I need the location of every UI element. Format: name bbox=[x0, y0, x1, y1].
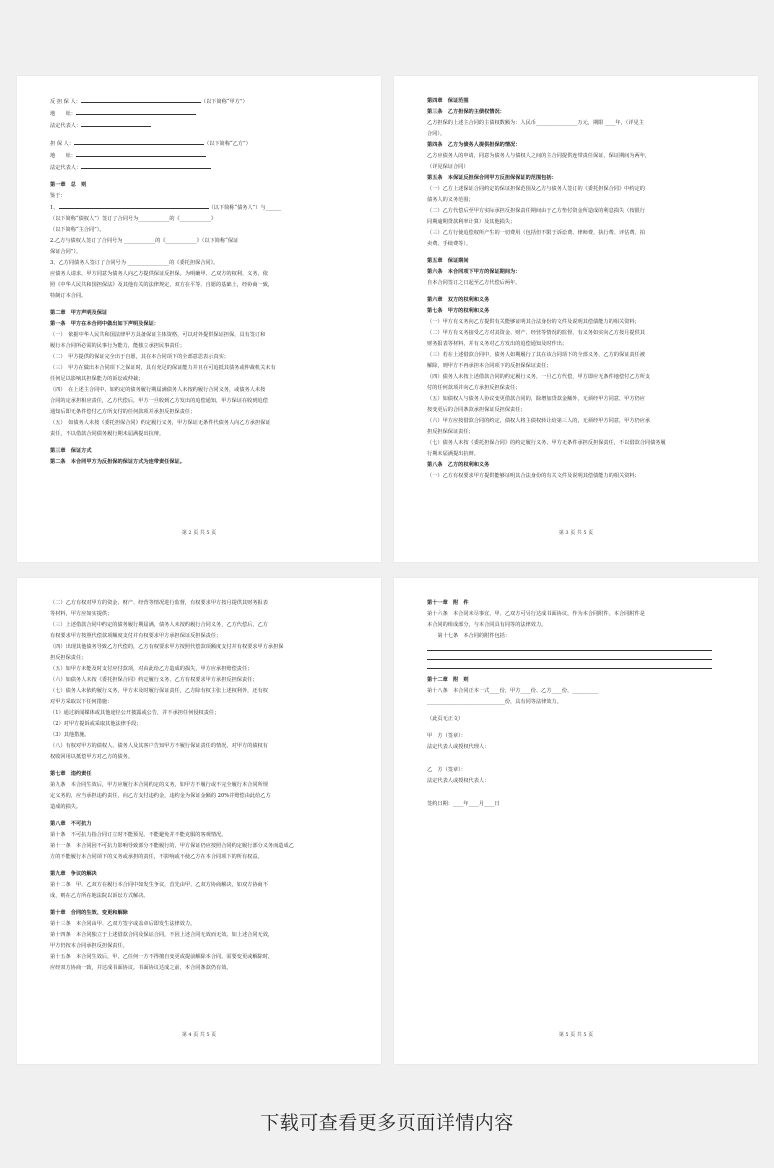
line-suffix-text: （以下简称“甲方”） bbox=[200, 99, 248, 105]
page-content bbox=[427, 90, 732, 482]
text-line bbox=[427, 339, 732, 350]
text-line bbox=[50, 880, 355, 891]
line-text: 第一章 总 则 bbox=[50, 182, 87, 188]
page-content bbox=[427, 592, 732, 810]
text-line bbox=[50, 919, 355, 930]
line-text: 本合同的组成部分，与本合同具有同等的法律效力。 bbox=[427, 622, 547, 628]
text-line bbox=[50, 280, 355, 291]
text-line bbox=[427, 631, 732, 642]
line-text: 第二条 本合同甲方为反担保的保证方式为连带责任保证。 bbox=[50, 459, 185, 465]
line-text: 法定代表人： bbox=[50, 123, 82, 129]
line-text: （以下简称“债权人”）签订了合同号为____________的《____________》 bbox=[50, 216, 217, 222]
line-text: 解除，则甲方不再承担本合同项下的反担保保证责任； bbox=[427, 363, 552, 369]
line-text: （五）如债权人与债务人协议变更借款合同的，除增加贷款金额外，无须经甲方同意，甲方仍应 bbox=[427, 396, 645, 402]
text-line bbox=[50, 653, 355, 664]
line-text: 对甲方采取以下任何措施： bbox=[50, 699, 113, 705]
line-text: （三）乙方行使追偿权所产生的一切费用（包括但不限于诉讼费、律师费、执行费、评估费、拍 bbox=[427, 230, 645, 236]
section-heading bbox=[50, 819, 355, 830]
section-heading bbox=[427, 598, 732, 609]
line-text: 应经双方协商一致，并达成书面协议。书面协议达成之前，本合同条款仍有效。 bbox=[50, 965, 232, 971]
line-text: 第八条 乙方的权利和义务 bbox=[427, 462, 490, 468]
text-line bbox=[50, 191, 355, 202]
line-text: 地 址： bbox=[50, 153, 76, 159]
text-line bbox=[50, 291, 355, 302]
line-text: （二） 甲方提供的保证完全出于自愿，其在本合同项下的全部意思表示真实； bbox=[50, 354, 229, 360]
text-line bbox=[50, 891, 355, 902]
line-text: 第七条 甲方的权利和义务 bbox=[427, 308, 490, 314]
line-text: 行期未届满提出抗辩。 bbox=[427, 451, 479, 457]
text-line bbox=[50, 258, 355, 269]
line-text: 财务报表等材料，并有义务对乙方发出的追偿通知及时作出； bbox=[427, 341, 568, 347]
line-text: （二）甲方有义务接受乙方对其资金、财产、经营等情况的监督，有义务如实向乙方按月提供其 bbox=[427, 330, 645, 336]
line-text: 乙方担保的上述主合同的主债权数额为：人民币________________万元，期限 ____年，（详见主 bbox=[427, 120, 644, 126]
text-line bbox=[427, 372, 732, 383]
line-text: 担 保 人： bbox=[50, 141, 75, 147]
document-page-3 bbox=[394, 76, 758, 562]
text-line bbox=[427, 151, 732, 162]
text-line bbox=[50, 841, 355, 852]
section-heading bbox=[427, 460, 732, 471]
line-text: 法定代表人或授权代表人： bbox=[427, 778, 490, 784]
line-text: （七）债务人未按《委托担保合同》的约定履行义务，甲方无条件承担反担保责任，不以借款合同债务履 bbox=[427, 440, 666, 446]
line-text: （以下简称“主合同”）。 bbox=[50, 227, 105, 233]
text-line bbox=[427, 714, 732, 725]
line-text: （详见保证合同） bbox=[427, 164, 469, 170]
text-line bbox=[427, 765, 732, 776]
line-text: 甲 方（签章）： bbox=[427, 733, 466, 739]
text-line bbox=[50, 930, 355, 941]
line-text: 第三条 乙方担保的主债权情况： bbox=[427, 109, 505, 115]
text-line bbox=[50, 741, 355, 752]
text-line bbox=[427, 317, 732, 328]
line-text: （七）债务人未依约履行义务，甲方未及时履行保证责任，乙方除有权主张上述权利外，还有权 bbox=[50, 688, 268, 694]
document-page-4 bbox=[17, 578, 381, 1064]
line-text: 第四条 乙方为债务人提供担保的情况： bbox=[427, 142, 521, 148]
text-line bbox=[427, 620, 732, 631]
page-content bbox=[50, 90, 355, 468]
line-text: 等材料，甲方应如实提供； bbox=[50, 611, 113, 617]
line-text: （四）债务人未按上述借款合同的约定履行义务，一旦乙方代偿，甲方即应无条件地偿付乙方所支 bbox=[427, 374, 651, 380]
text-line bbox=[50, 363, 355, 374]
text-line bbox=[50, 941, 355, 952]
line-text: 合同）。 bbox=[427, 131, 446, 137]
text-line bbox=[50, 429, 355, 440]
download-caption[interactable]: 下载可查看更多页面详情内容 bbox=[260, 1112, 514, 1134]
line-text: 第十四条 本合同独立于上述借款合同及保证合同，不因上述合同无效而无效。如上述合同无效， bbox=[50, 932, 274, 938]
text-line bbox=[50, 247, 355, 258]
line-text: （五） 如债务人未按《委托担保合同》约定履行义务，甲方保证无条件代债务人向乙方承担保证 bbox=[50, 420, 271, 426]
line-text: 第三章 保证方式 bbox=[50, 448, 92, 454]
line-text: 第十二条 甲、乙双方在履行本合同中如发生争议，首先由甲、乙双方协商解决，如双方协商不 bbox=[50, 882, 268, 888]
line-text: 第一条 甲方在本合同中做出如下声明及保证： bbox=[50, 321, 159, 327]
line-text: 3、乙方同债务人签订了合同号为 ________________的《委托担保合同》。 bbox=[50, 260, 219, 266]
text-line bbox=[427, 449, 732, 460]
section-heading bbox=[427, 295, 732, 306]
text-line bbox=[50, 418, 355, 429]
section-heading bbox=[50, 308, 355, 319]
line-text: （三）若在上述借款合同中，债务人如期履行了其在该合同项下的全部义务，乙方的保证责任被 bbox=[427, 352, 645, 358]
section-heading bbox=[427, 96, 732, 107]
section-heading bbox=[50, 319, 355, 330]
text-line bbox=[50, 719, 355, 730]
text-line bbox=[427, 184, 732, 195]
line-text: 责任，不以借款合同债务履行期未届满提出抗辩。 bbox=[50, 431, 165, 437]
text-line bbox=[50, 269, 355, 280]
line-text: 卖费、手续费等）。 bbox=[427, 241, 472, 247]
line-text: 担反担保责任； bbox=[50, 655, 87, 661]
line-text: 第九条 本合同生效后，甲方应履行本合同约定的义务，如甲方不履行或不完全履行本合同所规 bbox=[50, 782, 268, 788]
section-heading bbox=[50, 908, 355, 919]
line-text: 第十条 不可抗力指合同订立时不能预见、不能避免并不能克服的客观情况。 bbox=[50, 832, 227, 838]
text-line bbox=[50, 138, 355, 150]
text-line bbox=[427, 195, 732, 206]
line-text: 1、 bbox=[50, 205, 59, 211]
line-text: 第十六条 本合同未尽事宜，甲、乙双方可另行达成书面协议，作为本合同附件。本合同附件是 bbox=[427, 611, 645, 617]
line-text: （二）乙方有权对甲方的资金、财产、经营等情况进行监督，有权要求甲方按月提供其财务报表 bbox=[50, 600, 268, 606]
text-line bbox=[427, 686, 732, 697]
text-line bbox=[50, 598, 355, 609]
page-footer: 第 3 页 共 5 页 bbox=[558, 530, 594, 536]
text-line bbox=[427, 118, 732, 129]
text-line bbox=[50, 202, 355, 214]
section-heading bbox=[50, 457, 355, 468]
line-text: （一） 依据中华人民共和国法律甲方具备保证主体资格，可以对外提供保证担保，具有签订和 bbox=[50, 332, 266, 338]
fill-in-blank bbox=[76, 150, 206, 157]
text-line bbox=[427, 731, 732, 742]
line-text: 地 址： bbox=[50, 111, 76, 117]
text-line bbox=[427, 438, 732, 449]
text-line bbox=[427, 328, 732, 339]
line-text: 任何足以影响其担保能力的诉讼或仲裁； bbox=[50, 376, 144, 382]
line-text: 方的不能履行本合同项下的义务或承担的责任，不影响或不使乙方在本合同项下的所有权益。 bbox=[50, 854, 263, 860]
text-line bbox=[50, 631, 355, 642]
text-line bbox=[50, 120, 355, 132]
text-line bbox=[50, 952, 355, 963]
line-text: （四） 在上述主合同中，如约定的债务履行期届满债务人未按约履行合同义务，或债务人未按 bbox=[50, 387, 266, 393]
page-content bbox=[50, 592, 355, 974]
line-text: 特制订本合同。 bbox=[50, 293, 87, 299]
line-text: 法定代表人或授权代理人： bbox=[427, 744, 490, 750]
line-text: 第十七条 本合同的附件包括： bbox=[427, 633, 511, 639]
line-text: ______________________________份，具有同等法律效力。 bbox=[427, 699, 562, 705]
line-text: 第十五条 本合同生效后，甲、乙任何一方不得擅自变更或提前解除本合同。需要变更或解除时， bbox=[50, 954, 274, 960]
text-line bbox=[427, 129, 732, 140]
line-text: （2）对甲方提诉或采取其他法律手段； bbox=[50, 721, 142, 727]
text-line bbox=[427, 239, 732, 250]
line-text: 第七章 违约责任 bbox=[50, 771, 92, 777]
line-text: （二）乙方代偿后至甲方实际承担反担保责任期间由于乙方垫付资金所造成的利息损失（按银行 bbox=[427, 208, 645, 214]
line-text: 第九章 争议的解决 bbox=[50, 871, 97, 877]
text-line bbox=[50, 697, 355, 708]
document-page-2 bbox=[17, 76, 381, 562]
line-text: 第六条 本合同项下甲方的保证期间为： bbox=[427, 269, 521, 275]
text-line bbox=[50, 236, 355, 247]
text-line bbox=[427, 776, 732, 787]
line-text: 权收回用以抵偿甲方对乙方的债务。 bbox=[50, 754, 134, 760]
fill-in-blank bbox=[74, 138, 204, 145]
section-heading bbox=[50, 869, 355, 880]
line-text: 合同的定承担相应责任，乙方代偿后，甲方一旦收到乙方发出的追偿通知，甲方保证在收到追偿 bbox=[50, 398, 268, 404]
text-line bbox=[427, 471, 732, 482]
page-footer: 第 5 页 共 5 页 bbox=[558, 1032, 594, 1038]
text-line bbox=[427, 609, 732, 620]
line-text: （三） 甲方在做出本合同项下之保证时，具有充足的保证能力并且在可追抵其债务或仲裁机关未有 bbox=[50, 365, 276, 371]
line-text: 有权要求甲方按照代偿款项额度支付并有权要求甲方承担保证反担保责任； bbox=[50, 633, 222, 639]
section-heading bbox=[427, 107, 732, 118]
text-line bbox=[50, 852, 355, 863]
text-line bbox=[50, 675, 355, 686]
line-text: （此页无正文） bbox=[427, 716, 464, 722]
line-text: 成，则在乙方所在地法院以诉讼方式解决。 bbox=[50, 893, 149, 899]
line-text: （一）乙方有权要求甲方提供能够证明其合法身份的有关文件及说明其偿债能力的相关资料； bbox=[427, 473, 640, 479]
section-heading bbox=[427, 256, 732, 267]
line-text: 第二章 甲方声明及保证 bbox=[50, 310, 108, 316]
line-text: 反 担 保 人： bbox=[50, 99, 81, 105]
line-text: 第十一条 本合同因不可抗力影响导致部分不能履行的，甲方保证仍应按照合同约定履行部分义务而造成乙 bbox=[50, 843, 294, 849]
section-heading bbox=[50, 180, 355, 191]
fill-in-blank bbox=[59, 202, 209, 209]
text-line bbox=[427, 350, 732, 361]
line-text: 担反担保保证责任； bbox=[427, 429, 474, 435]
text-line bbox=[427, 697, 732, 708]
line-text: 应债务人请求，甲方同意为债务人向乙方提供保证反担保。为明确甲、乙双方的权利、义务，依 bbox=[50, 271, 268, 277]
line-text: （三）上述借款合同中约定的债务履行期届满，债务人未按约履行合同义务，乙方代偿后，乙方 bbox=[50, 622, 268, 628]
fill-in-blank bbox=[81, 96, 201, 103]
text-line bbox=[50, 664, 355, 675]
line-text: 乙 方（签章）： bbox=[427, 767, 466, 773]
line-suffix-text: （以下简称“乙方”） bbox=[204, 141, 251, 147]
text-line bbox=[427, 361, 732, 372]
line-text: 第五条 本保证反担保合同甲方反担保保证的范围包括： bbox=[427, 175, 557, 181]
section-heading bbox=[427, 140, 732, 151]
line-text: （1）通过新闻媒体或其他途径公开披露或公告，并不承担任何侵权责任； bbox=[50, 710, 220, 716]
line-text: 第十三条 本合同由甲、乙双方签字或盖章后即发生法律效力。 bbox=[50, 921, 196, 927]
line-text: 法定代表人： bbox=[50, 165, 82, 171]
line-text: 第四章 保证范围 bbox=[427, 98, 469, 104]
line-text: 签约日期：____年____月____日 bbox=[427, 801, 500, 807]
section-heading bbox=[50, 446, 355, 457]
line-text: 债务人的义务范围； bbox=[427, 197, 474, 203]
text-line bbox=[50, 225, 355, 236]
line-suffix-text: （以下简称“债务人”）与______ bbox=[208, 205, 282, 211]
text-line bbox=[427, 394, 732, 405]
text-line bbox=[50, 830, 355, 841]
section-heading bbox=[427, 173, 732, 184]
text-line bbox=[50, 396, 355, 407]
line-text: 付的任何款项并向乙方承担反担保责任； bbox=[427, 385, 521, 391]
text-line bbox=[50, 609, 355, 620]
text-line bbox=[50, 620, 355, 631]
line-text: （一）乙方上述保证合同约定的保证担保范围及乙方与债务人签订的《委托担保合同》中约定的 bbox=[427, 186, 645, 192]
line-text: （六）如债务人未按《委托担保合同》约定履行义务，乙方有权要求甲方承担反担保责任； bbox=[50, 677, 258, 683]
text-line bbox=[50, 162, 355, 174]
line-text: （六）甲方应按借款合同的约定，债权人将主债权转让给第三人的，无须经甲方同意，甲方仍应承 bbox=[427, 418, 651, 424]
section-heading bbox=[50, 769, 355, 780]
line-text: （3）其他措施。 bbox=[50, 732, 90, 738]
text-line bbox=[50, 708, 355, 719]
text-line bbox=[50, 352, 355, 363]
text-line bbox=[50, 150, 355, 162]
text-line bbox=[427, 206, 732, 217]
text-line bbox=[50, 330, 355, 341]
text-line bbox=[427, 383, 732, 394]
text-line bbox=[50, 96, 355, 108]
text-line bbox=[427, 217, 732, 228]
text-line bbox=[50, 802, 355, 813]
blank-rule bbox=[427, 660, 712, 669]
text-line bbox=[427, 427, 732, 438]
document-page-5 bbox=[394, 578, 758, 1064]
text-line bbox=[50, 963, 355, 974]
text-line bbox=[50, 108, 355, 120]
text-line bbox=[50, 407, 355, 418]
line-text: （四）出现其他债务导致乙方代偿的，乙方有权要求甲方按照代偿款项额度支付并有权要求甲方承担保 bbox=[50, 644, 284, 650]
line-text: （一）甲方有义务向乙方提供有关能够证明其合法身份的文件及说明其偿债能力的相关资料； bbox=[427, 319, 640, 325]
line-text: 同期逾期贷款利率计算）及其他损失； bbox=[427, 219, 516, 225]
line-text: （八）有权对甲方的债权人、债务人及其客户告知甲方不履行保证责任的情况，对甲方的债权有 bbox=[50, 743, 268, 749]
line-text: 保证合同”）。 bbox=[50, 249, 82, 255]
page-footer: 第 4 页 共 5 页 bbox=[181, 1032, 217, 1038]
text-line bbox=[50, 341, 355, 352]
text-line bbox=[50, 374, 355, 385]
text-line bbox=[427, 162, 732, 173]
line-text: （五）如甲方未能及时支付应付款项，对由此给乙方造成的损失，甲方应承担赔偿责任； bbox=[50, 666, 253, 672]
fill-in-blank bbox=[81, 162, 211, 169]
line-text: 按变更后的合同条款承担保证反担保责任； bbox=[427, 407, 526, 413]
line-text: 自本合同签订之日起至乙方代偿后两年。 bbox=[427, 280, 521, 286]
section-heading bbox=[427, 306, 732, 317]
line-text: 甲方仍按本合同承担反担保责任。 bbox=[50, 943, 128, 949]
text-line bbox=[50, 642, 355, 653]
text-line bbox=[50, 730, 355, 741]
text-line bbox=[50, 752, 355, 763]
line-text: 第六章 双方的权利和义务 bbox=[427, 297, 490, 303]
text-line bbox=[427, 278, 732, 289]
line-text: 乙方应债务人的申请，同意为债务人与债权人之间的主合同提供连带责任保证，保证期间为两年， bbox=[427, 153, 651, 159]
text-line bbox=[427, 799, 732, 810]
text-line bbox=[50, 214, 355, 225]
fill-in-blank bbox=[76, 108, 196, 115]
line-text: 造成的损失。 bbox=[50, 804, 82, 810]
line-text: 通知后即无条件偿付乙方所支付的任何款项并承担反担保责任； bbox=[50, 409, 196, 415]
text-line bbox=[50, 780, 355, 791]
text-line bbox=[50, 385, 355, 396]
line-text: 履行本合同所必需的民事行为能力，能独立承担民事责任； bbox=[50, 343, 185, 349]
line-text: 第五章 保证期间 bbox=[427, 258, 469, 264]
line-text: 第十八条 本合同正本一式____份，甲方____份、乙方____份，__________ bbox=[427, 688, 599, 694]
line-text: 定义务的，应当承担违约责任，向乙方支付违约金，违约金为保证金额的 20%并赔偿由此给乙方 bbox=[50, 793, 271, 799]
text-line bbox=[50, 791, 355, 802]
line-text: 2.乙方与债权人签订了合同号为 ____________的《____________》（以下简称“保证 bbox=[50, 238, 239, 244]
line-text: 第十二章 附 则 bbox=[427, 677, 469, 683]
line-text: 第十章 合同的生效、变更和解除 bbox=[50, 910, 128, 916]
line-text: 第十一章 附 件 bbox=[427, 600, 469, 606]
section-heading bbox=[427, 675, 732, 686]
fill-in-blank bbox=[81, 120, 151, 127]
text-line bbox=[427, 228, 732, 239]
line-text: 鉴于： bbox=[50, 193, 66, 199]
blank-rule bbox=[427, 642, 712, 651]
blank-rule bbox=[427, 651, 712, 660]
page-footer: 第 2 页 共 5 页 bbox=[181, 530, 217, 536]
text-line bbox=[427, 416, 732, 427]
section-heading bbox=[427, 267, 732, 278]
line-text: 第八章 不可抗力 bbox=[50, 821, 92, 827]
text-line bbox=[427, 405, 732, 416]
text-line bbox=[50, 686, 355, 697]
line-text: 照《中华人民共和国担保法》及其他有关的法律规定，双方在平等、自愿的基础上，经协商一致， bbox=[50, 282, 274, 288]
text-line bbox=[427, 742, 732, 753]
